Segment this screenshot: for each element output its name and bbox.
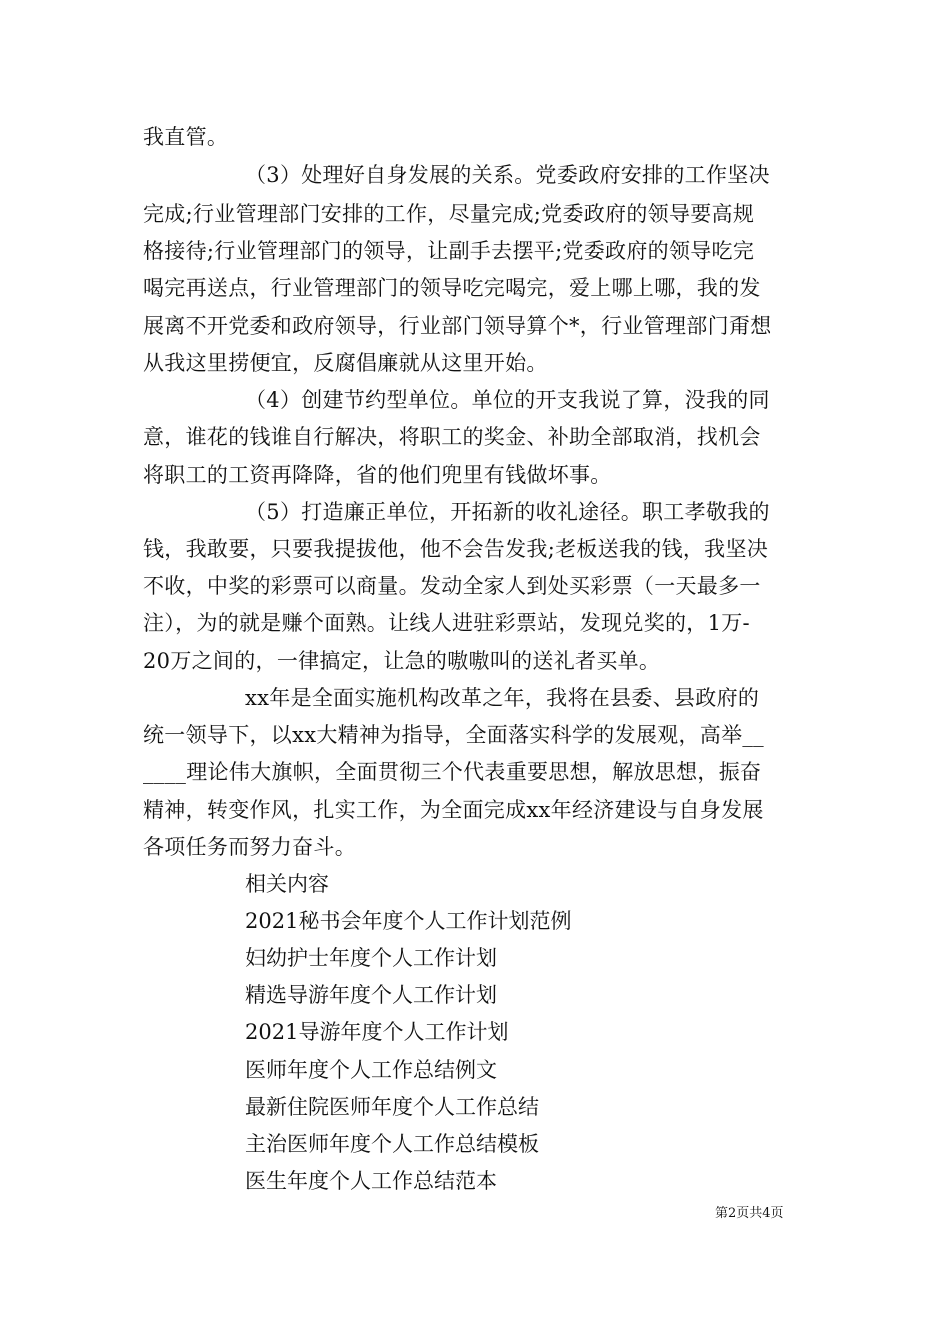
related-link[interactable]: 主治医师年度个人工作总结模板 — [245, 1132, 539, 1156]
body-line: 精神，转变作风，扎实工作，为全面完成xx年经济建设与自身发展 — [143, 798, 764, 822]
related-link[interactable]: 2021导游年度个人工作计划 — [245, 1020, 509, 1044]
related-heading: 相关内容 — [245, 872, 329, 896]
related-link[interactable]: 妇幼护士年度个人工作计划 — [245, 946, 497, 970]
related-link[interactable]: 最新住院医师年度个人工作总结 — [245, 1095, 539, 1119]
related-link[interactable]: 精选导游年度个人工作计划 — [245, 983, 497, 1007]
body-line: 完成;行业管理部门安排的工作，尽量完成;党委政府的领导要高规 — [143, 202, 755, 226]
body-line: 从我这里捞便宜，反腐倡廉就从这里开始。 — [143, 351, 548, 375]
body-line: 将职工的工资再降降，省的他们兜里有钱做坏事。 — [143, 463, 612, 487]
related-link[interactable]: 医生年度个人工作总结范本 — [245, 1169, 497, 1193]
closing-paragraph-start: xx年是全面实施机构改革之年，我将在县委、县政府的 — [245, 686, 760, 710]
body-line: ____理论伟大旗帜，全面贯彻三个代表重要思想，解放思想，振奋 — [143, 760, 762, 784]
paragraph-4-start: （4）创建节约型单位。单位的开支我说了算，没我的同 — [245, 388, 770, 412]
related-link[interactable]: 2021秘书会年度个人工作计划范例 — [245, 909, 572, 933]
body-line: 20万之间的，一律搞定，让急的嗷嗷叫的送礼者买单。 — [143, 649, 661, 673]
body-line: 喝完再送点，行业管理部门的领导吃完喝完，爱上哪上哪，我的发 — [143, 276, 761, 300]
related-link[interactable]: 医师年度个人工作总结例文 — [245, 1058, 497, 1082]
body-line: 格接待;行业管理部门的领导，让副手去摆平;党委政府的领导吃完 — [143, 239, 755, 263]
body-line: 统一领导下，以xx大精神为指导，全面落实科学的发展观，高举__ — [143, 723, 764, 747]
paragraph-5-start: （5）打造廉正单位，开拓新的收礼途径。职工孝敬我的 — [245, 500, 770, 524]
body-line: 不收，中奖的彩票可以商量。发动全家人到处买彩票（一天最多一 — [143, 574, 761, 598]
page-number: 第2页共4页 — [715, 1206, 784, 1221]
body-line: 意，谁花的钱谁自行解决，将职工的奖金、补助全部取消，找机会 — [143, 425, 761, 449]
body-line: 各项任务而努力奋斗。 — [143, 835, 356, 859]
paragraph-3-start: （3）处理好自身发展的关系。党委政府安排的工作坚决 — [245, 163, 770, 187]
body-line: 注），为的就是赚个面熟。让线人进驻彩票站，发现兑奖的，1万- — [143, 611, 750, 635]
body-line: 我直管。 — [143, 125, 229, 149]
body-line: 钱，我敢要，只要我提拔他，他不会告发我;老板送我的钱，我坚决 — [143, 537, 769, 561]
body-line: 展离不开党委和政府领导，行业部门领导算个*，行业管理部门甭想 — [143, 314, 772, 338]
